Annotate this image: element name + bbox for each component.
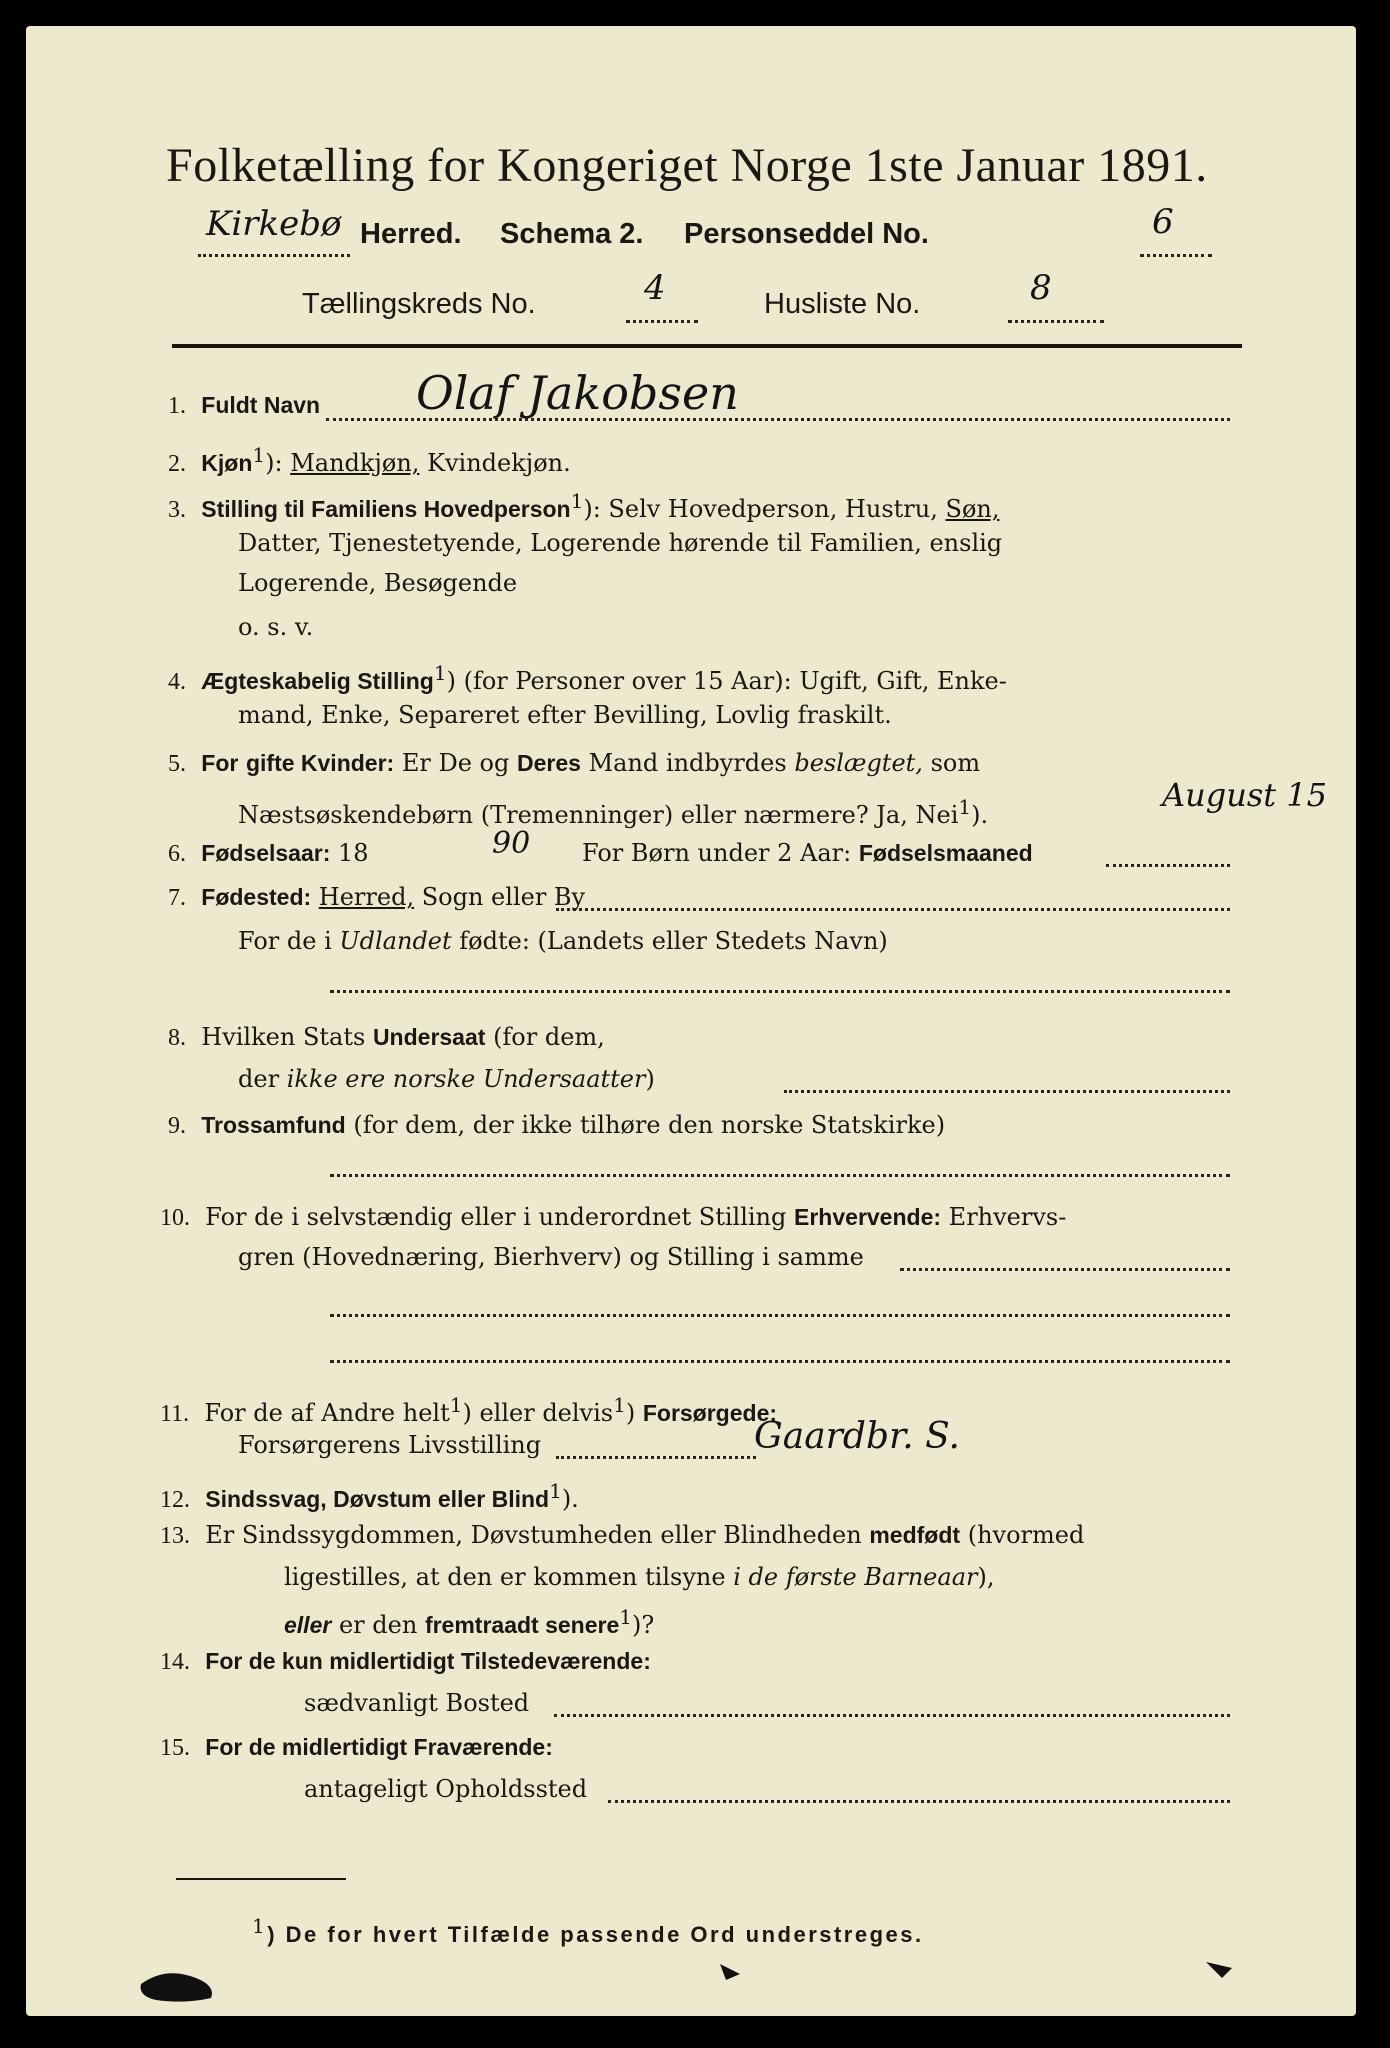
- q5-handwritten-answer: August 15: [1162, 776, 1327, 814]
- q12: 12. Sindssvag, Døvstum eller Blind$^1$).: [160, 1479, 579, 1513]
- ink-mark-right: [1202, 1954, 1242, 1984]
- form-title: Folketælling for Kongeriget Norge 1ste Januar 1891.: [166, 139, 1208, 192]
- q7-herred-underlined: Herred,: [318, 883, 415, 911]
- q4: 4. Ægteskabelig Stilling$^1$) (for Personer over 15 Aar): Ugift, Gift, Enke-: [168, 661, 1007, 695]
- census-form-sheet: [26, 26, 1356, 2016]
- taellingskreds-label: Tællingskreds No.: [302, 288, 536, 320]
- ink-mark: [716, 1956, 756, 1986]
- q13-line3: eller er den fremtraadt senere$^1$)?: [284, 1605, 655, 1639]
- q10: 10. For de i selvstændig eller i underordnet Stilling Erhvervende: Erhvervs-: [160, 1203, 1067, 1231]
- q2: 2. Kjøn$^1$): Mandkjøn, Kvindekjøn.: [168, 443, 571, 477]
- q3-line4: o. s. v.: [238, 613, 314, 641]
- taellingskreds-number: 4: [644, 268, 666, 308]
- q11-line2: Forsørgerens Livsstilling: [238, 1431, 542, 1459]
- header-rule: [172, 344, 1242, 348]
- q3-son-underlined: Søn,: [945, 495, 1000, 523]
- q4-line2: mand, Enke, Separeret efter Bevilling, Lovlig fraskilt.: [238, 701, 892, 729]
- q5-line2: Næstsøskendebørn (Tremenninger) eller nærmere? Ja, Nei$^1$).: [238, 795, 989, 829]
- footnote: $^1$) De for hvert Tilfælde passende Ord understreges.: [252, 1914, 924, 1947]
- q7: 7. Fødested: Herred, Sogn eller By: [168, 883, 586, 911]
- q5: 5. For gifte Kvinder: Er De og Deres Mand indbyrdes beslægtet, som: [168, 749, 981, 777]
- husliste-number: 8: [1030, 268, 1052, 308]
- q2-mandkjon: Mandkjøn,: [290, 449, 420, 477]
- q13-line2: ligestilles, at den er kommen tilsyne i de første Barneaar),: [284, 1563, 995, 1591]
- q1-label: Fuldt Navn: [201, 392, 321, 418]
- q9: 9. Trossamfund (for dem, der ikke tilhøre den norske Statskirke): [168, 1111, 946, 1139]
- q6-part2: For Børn under 2 Aar: Fødselsmaaned: [582, 839, 1033, 867]
- q14-line2: sædvanligt Bosted: [304, 1689, 530, 1717]
- q15: 15. For de midlertidigt Fraværende:: [160, 1734, 553, 1761]
- q11-handwritten-answer: Gaardbr. S.: [754, 1416, 960, 1457]
- q3-line2: Datter, Tjenestetyende, Logerende hørende til Familien, enslig: [238, 529, 1003, 557]
- q3-line3: Logerende, Besøgende: [238, 569, 518, 597]
- schema-label: Schema 2.: [500, 218, 644, 250]
- q14: 14. For de kun midlertidigt Tilstedeværende:: [160, 1648, 651, 1675]
- herred-label: Herred.: [360, 218, 462, 250]
- q7-line2: For de i Udlandet fødte: (Landets eller Stedets Navn): [238, 927, 888, 955]
- q8-line2: der ikke ere norske Undersaatter): [238, 1065, 655, 1093]
- q11: 11. For de af Andre helt$^1$) eller delvis$^1$) Forsørgede:: [160, 1393, 778, 1427]
- footnote-rule: [176, 1878, 346, 1880]
- husliste-label: Husliste No.: [764, 288, 921, 320]
- ink-blot: [136, 1956, 226, 2006]
- q6: 6. Fødselsaar: 18: [168, 839, 369, 867]
- herred-handwritten: Kirkebø: [206, 204, 342, 244]
- q10-line2: gren (Hovednæring, Bierhverv) og Stilling i samme: [238, 1243, 864, 1271]
- q8: 8. Hvilken Stats Undersaat (for dem,: [168, 1023, 605, 1051]
- personseddel-label: Personseddel No.: [684, 218, 929, 250]
- q1-answer-name: Olaf Jakobsen: [416, 366, 739, 420]
- q6-birth-year: 90: [492, 826, 531, 861]
- q13: 13. Er Sindssygdommen, Døvstumheden eller Blindheden medfødt (hvormed: [160, 1521, 1085, 1549]
- q1: 1. Fuldt Navn: [168, 392, 321, 419]
- q15-line2: antageligt Opholdssted: [304, 1775, 588, 1803]
- q3: 3. Stilling til Familiens Hovedperson$^1$): Selv Hovedperson, Hustru, Søn,: [168, 489, 1000, 523]
- personseddel-number: 6: [1152, 202, 1174, 242]
